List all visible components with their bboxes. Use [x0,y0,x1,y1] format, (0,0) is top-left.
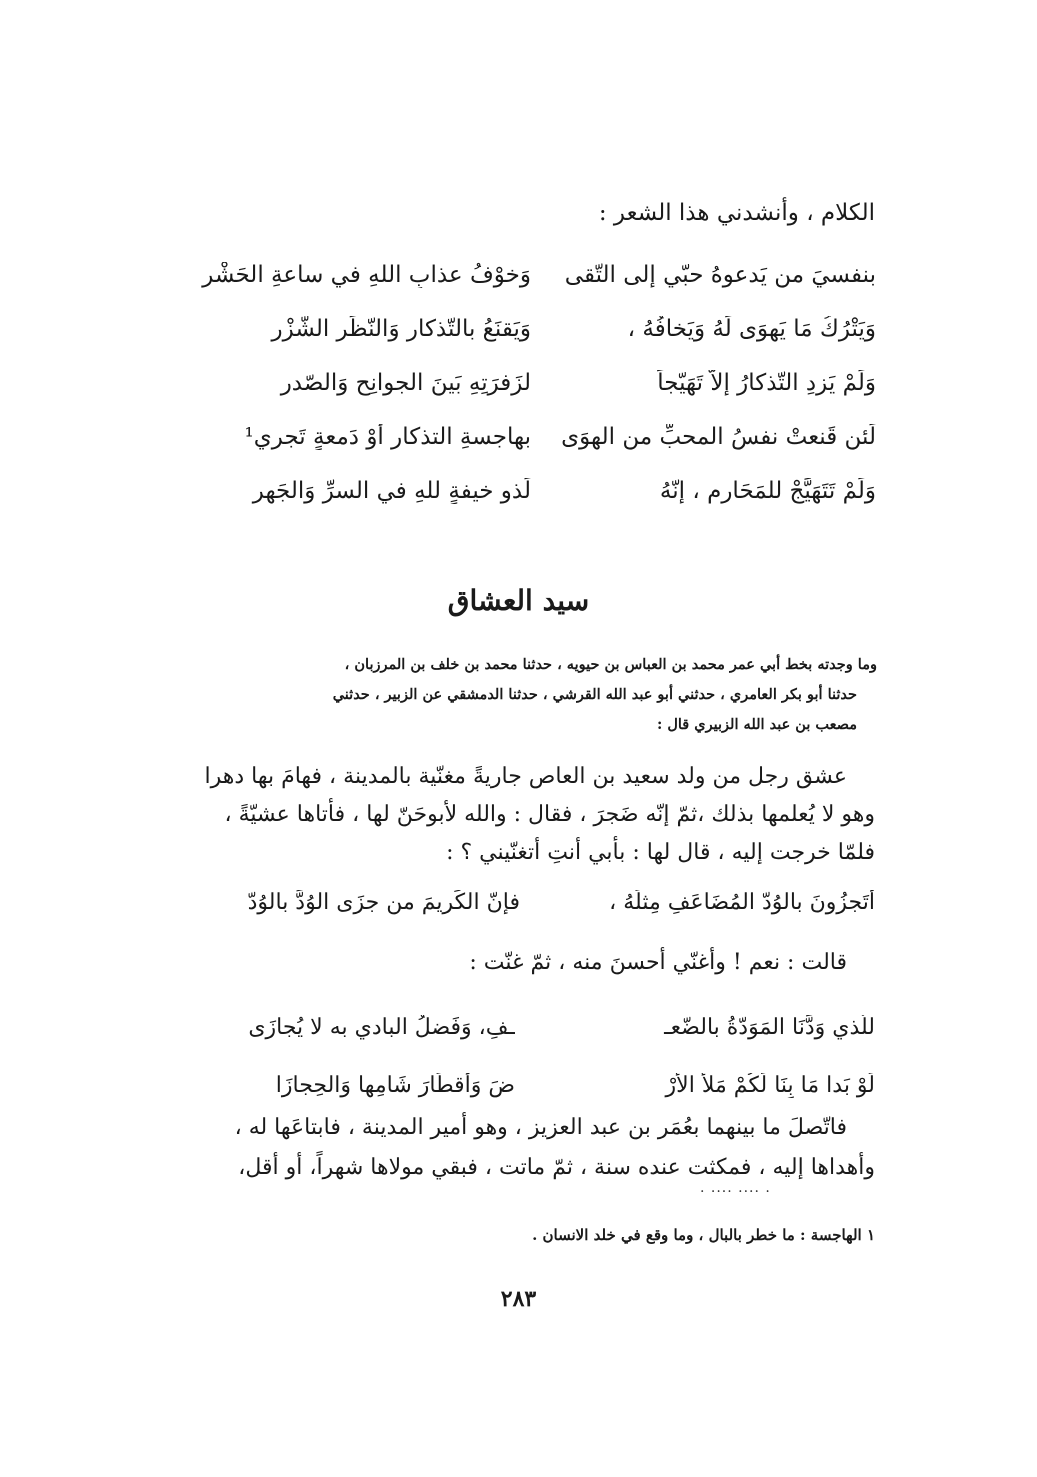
intro-line: الكلام ، وأنشدني هذا الشعر : [598,200,875,226]
paragraph-1 [155,758,875,872]
first-hemistich: وَيَتْرُكُ مَا يَهوَى لَهُ وَيَخافُهُ ، [627,316,876,342]
first-hemistich: للّذي وَدَّنَا المَوَدّةُ بالضّعـ [664,1014,875,1040]
second-hemistich: لَذو خيفةٍ للهِ في السرِّ وَالجَهرِ [252,478,531,504]
second-hemistich: لزَفرَتِهِ بَينَ الجوانِحِ وَالصّدرِ [280,370,531,396]
second-hemistich: ـفِ، وَفَضلُ البادي به لا يُجازَى [248,1014,515,1040]
isnad-line: مصعب بن عبد الله الزبيري قال : [656,716,857,733]
paragraph-line: فلمّا خرجت إليه ، قال لها : بأبي أنتِ أتغنّيني ؟ : [446,840,875,865]
poem-block-2 [155,998,875,1114]
poem-block-1 [196,248,876,518]
first-hemistich: أتَجزُونَ بالوُدّ المُضَاعَفِ مِثلَهُ ، [609,890,875,915]
second-hemistich: وَخوْفُ عذابِ اللهِ في ساعةِ الحَشْرِ [202,262,531,288]
first-hemistich: بنفسيَ من يَدعوهُ حبّي إلى التّقى [564,262,876,288]
second-hemistich: بهاجسةِ التذكارِ أوْ دَمعةٍ تَجري¹ [244,424,531,450]
isnad-block [157,650,877,740]
isnad-line: وما وجدته بخط أبي عمر محمد بن العباس بن حيويه ، حدثنا محمد بن خلف بن المرزبان ، [344,656,877,673]
paragraph-2 [155,1108,875,1188]
section-title: سيد العشاق [447,584,590,617]
paragraph-line: فاتّصلَ ما بينهما بعُمَر بن عبد العزيز ، وهو أمير المدينة ، فابتاعَها له ، [234,1115,847,1140]
paragraph-line: وأهداها إليه ، فمكثت عنده سنة ، ثمّ ماتت ، فبقي مولاها شهراً، أو أقل، [238,1155,875,1180]
verse [196,302,876,356]
first-hemistich: وَلَمْ تَتَهَيَّجْ للمَحَارِمِ ، إنّهُ [659,478,876,504]
second-hemistich: فإنّ الكَريمَ من جزَى الوُدَّ بالوُدّ [247,890,520,915]
second-hemistich: ضَ وَأقطَارَ شَامِها وَالحِجازَا [275,1072,515,1098]
first-hemistich: لَئن قَنعتْ نفسُ المحبِّ من الهوَى [561,424,876,450]
verse [155,998,875,1056]
reply-line: قالت : نعم ! وأغنّي أحسنَ منه ، ثمّ غنّت : [469,950,847,975]
verse [155,1056,875,1114]
first-hemistich: لَوْ بَدا مَا بِنَا لَكُمْ مَلأ الأرْ [665,1072,875,1098]
verse [196,464,876,518]
ellipsis-marks: . .... .... . [700,1180,771,1196]
single-verse [155,890,875,915]
paragraph-line: وهو لا يُعلمها بذلك ،ثمّ إنّه ضَجرَ ، فقال : والله لأبوحَنّ لها ، فأتاها عشيّةً ، [224,802,875,827]
verse [196,356,876,410]
second-hemistich: وَيَقنَعُ بالتّذكارِ وَالنّظَرِ الشَّزْرِ [271,316,531,342]
first-hemistich: وَلَمْ يَزِدِ التّذكارُ إلاّ تَهَيّجاً [657,370,876,396]
verse [196,248,876,302]
verse [196,410,876,464]
paragraph-line: عشق رجل من ولد سعيد بن العاص جاريةً مغنّية بالمدينة ، فهامَ بها دهرا [204,764,847,789]
footnote: ١ الهاجسة : ما خطر بالبال ، وما وقع في خلد الانسان . [532,1226,875,1244]
page-number: ٢٨٣ [500,1286,537,1312]
isnad-line: حدثنا أبو بكر العامري ، حدثني أبو عبد الله القرشي ، حدثنا الدمشقي عن الزبير ، حدثني [332,686,857,703]
